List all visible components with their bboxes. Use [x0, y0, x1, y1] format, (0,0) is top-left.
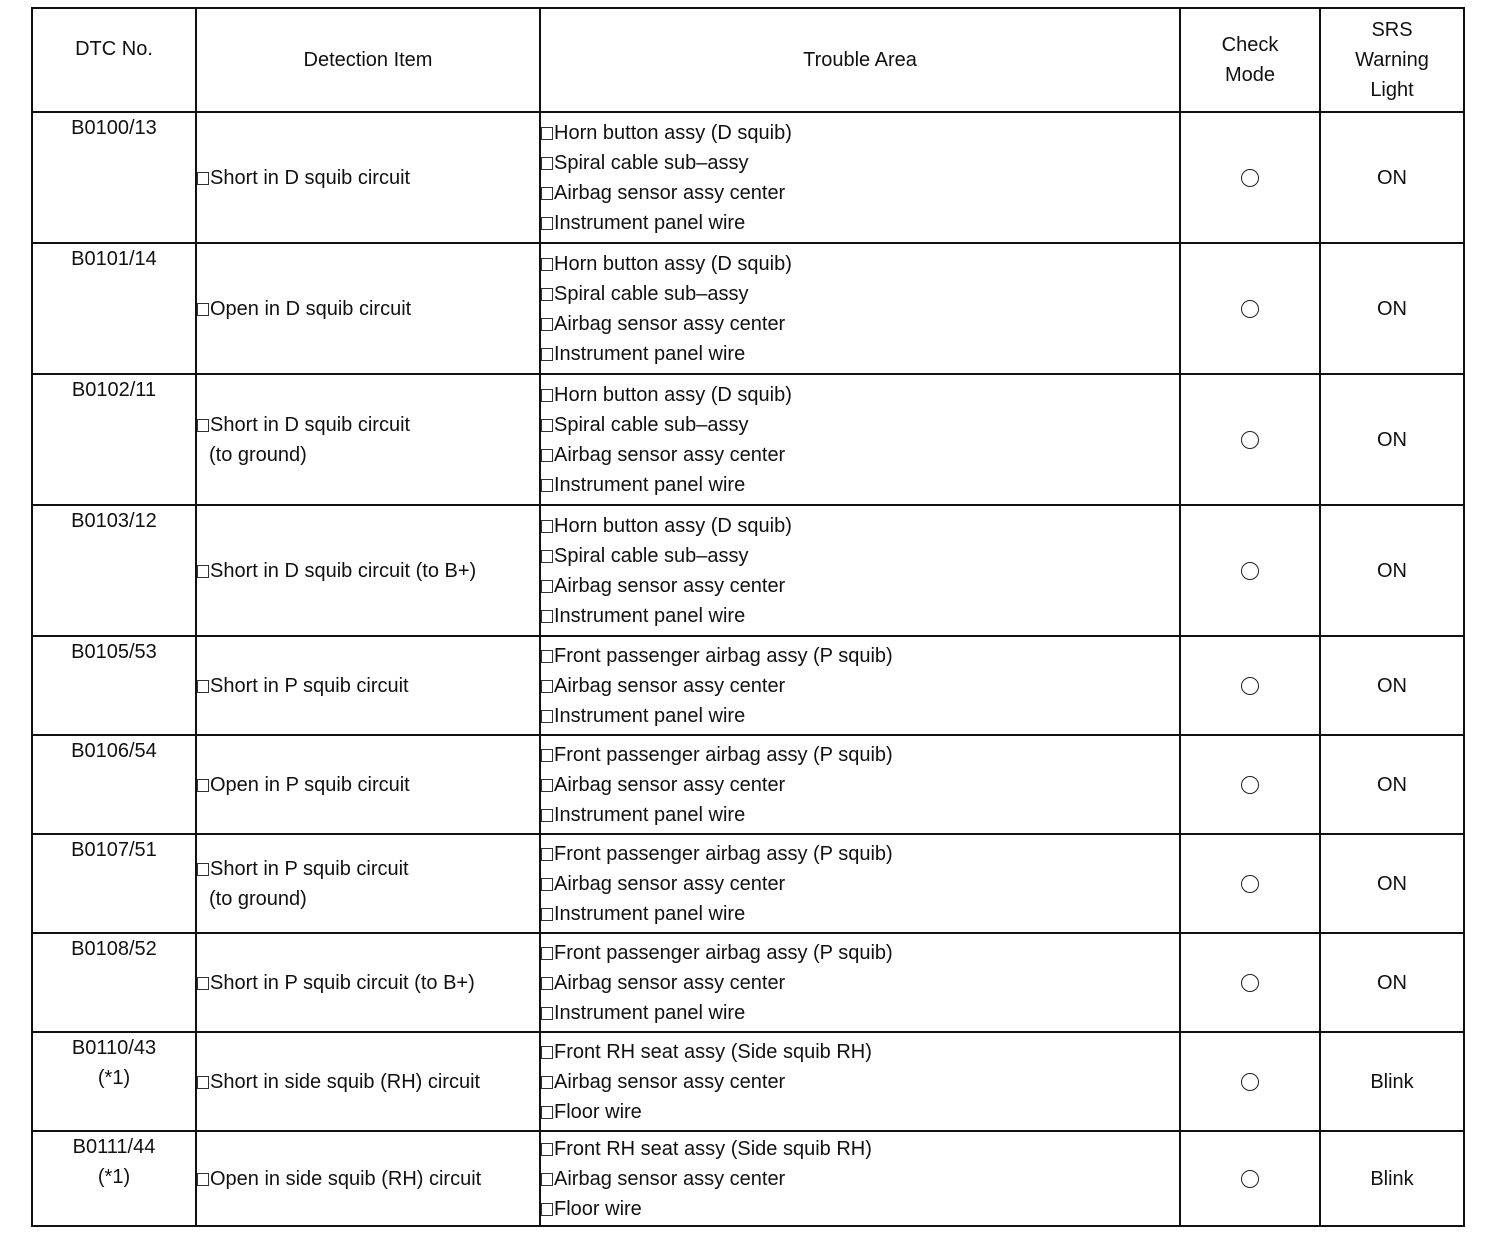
- dtc-code: B0105/53: [71, 641, 157, 663]
- trouble-area-item: [541, 740, 1179, 770]
- header-check-mode: Check Mode: [1180, 8, 1320, 112]
- table-row: [32, 636, 1464, 735]
- checkbox-icon: [541, 749, 553, 762]
- warning-light-cell: ON: [1320, 933, 1464, 1032]
- check-mode-circle-icon: [1241, 974, 1259, 992]
- checkbox-icon: [541, 520, 553, 533]
- trouble-area-item: [541, 968, 1179, 998]
- warning-light-cell: ON: [1320, 834, 1464, 933]
- checkbox-icon: [197, 863, 209, 876]
- header-dtc-no: DTC No.: [32, 8, 196, 112]
- trouble-area-text: Instrument panel wire: [554, 803, 746, 826]
- check-mode-circle-icon: [1241, 300, 1259, 318]
- trouble-area-item: [541, 118, 1179, 148]
- trouble-area-item: [541, 641, 1179, 671]
- dtc-code: B0110/43: [71, 1037, 157, 1059]
- dtc-code: B0108/52: [71, 938, 157, 960]
- warning-light-cell: Blink: [1320, 1131, 1464, 1226]
- warning-light-cell: ON: [1320, 374, 1464, 505]
- trouble-area-item: [541, 899, 1179, 929]
- trouble-area-item: [541, 1067, 1179, 1097]
- checkbox-icon: [541, 217, 553, 230]
- trouble-area-text: Instrument panel wire: [554, 902, 746, 925]
- trouble-area-cell: [540, 374, 1180, 505]
- check-mode-circle-icon: [1241, 1170, 1259, 1188]
- checkbox-icon: [197, 172, 209, 185]
- checkbox-icon: [541, 848, 553, 861]
- dtc-number-cell: [32, 1032, 196, 1131]
- checkbox-icon: [541, 1203, 553, 1216]
- check-mode-cell: [1180, 374, 1320, 505]
- trouble-area-item: [541, 541, 1179, 571]
- trouble-area-text: Front RH seat assy (Side squib RH): [554, 1040, 872, 1063]
- detection-item-cell: [196, 1032, 540, 1131]
- trouble-area-item: [541, 1194, 1179, 1224]
- checkbox-icon: [541, 809, 553, 822]
- dtc-number-cell: [32, 735, 196, 834]
- dtc-number-cell: [32, 1131, 196, 1226]
- dtc-number-cell: [32, 374, 196, 505]
- trouble-area-item: [541, 800, 1179, 830]
- trouble-area-text: Instrument panel wire: [554, 704, 746, 727]
- trouble-area-text: Front passenger airbag assy (P squib): [554, 644, 893, 667]
- check-mode-cell: [1180, 933, 1320, 1032]
- table-row: [32, 1131, 1464, 1226]
- trouble-area-text: Spiral cable sub–assy: [554, 413, 749, 436]
- checkbox-icon: [197, 779, 209, 792]
- header-row: [32, 8, 1464, 112]
- trouble-area-text: Instrument panel wire: [554, 1001, 746, 1024]
- trouble-area-item: [541, 148, 1179, 178]
- detection-item-text: Short in P squib circuit (to B+): [210, 971, 475, 994]
- dtc-table: [31, 7, 1465, 1227]
- checkbox-icon: [541, 550, 553, 563]
- trouble-area-item: [541, 839, 1179, 869]
- detection-item-text: Open in side squib (RH) circuit: [210, 1167, 482, 1190]
- trouble-area-cell: [540, 1032, 1180, 1131]
- dtc-code: B0111/44: [72, 1136, 156, 1158]
- table-body: [32, 112, 1464, 1226]
- detection-item-cell: [196, 735, 540, 834]
- detection-item-text: Short in side squib (RH) circuit: [210, 1070, 481, 1093]
- trouble-area-text: Horn button assy (D squib): [554, 514, 792, 537]
- trouble-area-text: Horn button assy (D squib): [554, 383, 792, 406]
- checkbox-icon: [541, 258, 553, 271]
- checkbox-icon: [541, 1076, 553, 1089]
- dtc-number-cell: [32, 243, 196, 374]
- trouble-area-item: [541, 249, 1179, 279]
- checkbox-icon: [541, 908, 553, 921]
- trouble-area-item: [541, 380, 1179, 410]
- warning-light-cell: ON: [1320, 636, 1464, 735]
- check-mode-cell: [1180, 1032, 1320, 1131]
- detection-item-text: Short in D squib circuit (to B+): [210, 559, 477, 582]
- trouble-area-cell: [540, 834, 1180, 933]
- trouble-area-text: Instrument panel wire: [554, 473, 746, 496]
- detection-item-text: Short in D squib circuit: [210, 413, 411, 436]
- trouble-area-item: [541, 339, 1179, 369]
- dtc-number-cell: [32, 505, 196, 636]
- checkbox-icon: [541, 127, 553, 140]
- trouble-area-cell: [540, 636, 1180, 735]
- checkbox-icon: [197, 303, 209, 316]
- trouble-area-text: Airbag sensor assy center: [554, 312, 786, 335]
- warning-light-cell: ON: [1320, 735, 1464, 834]
- trouble-area-text: Airbag sensor assy center: [554, 181, 786, 204]
- checkbox-icon: [541, 318, 553, 331]
- table-row: [32, 735, 1464, 834]
- trouble-area-text: Airbag sensor assy center: [554, 773, 786, 796]
- warning-light-cell: Blink: [1320, 1032, 1464, 1131]
- dtc-number-cell: [32, 112, 196, 243]
- trouble-area-item: [541, 770, 1179, 800]
- checkbox-icon: [541, 580, 553, 593]
- trouble-area-item: [541, 571, 1179, 601]
- checkbox-icon: [541, 878, 553, 891]
- detection-item-cell: [196, 112, 540, 243]
- checkbox-icon: [541, 1143, 553, 1156]
- checkbox-icon: [541, 389, 553, 402]
- checkbox-icon: [541, 947, 553, 960]
- checkbox-icon: [541, 710, 553, 723]
- dtc-number-cell: [32, 636, 196, 735]
- dtc-note: (*1): [97, 1067, 131, 1089]
- trouble-area-item: [541, 701, 1179, 731]
- table-row: [32, 1032, 1464, 1131]
- trouble-area-text: Airbag sensor assy center: [554, 1070, 786, 1093]
- trouble-area-text: Instrument panel wire: [554, 604, 746, 627]
- trouble-area-text: Spiral cable sub–assy: [554, 282, 749, 305]
- trouble-area-cell: [540, 505, 1180, 636]
- check-mode-circle-icon: [1241, 169, 1259, 187]
- checkbox-icon: [541, 288, 553, 301]
- detection-item-cell: [196, 933, 540, 1032]
- checkbox-icon: [541, 419, 553, 432]
- check-mode-cell: [1180, 112, 1320, 243]
- trouble-area-item: [541, 671, 1179, 701]
- trouble-area-item: [541, 1164, 1179, 1194]
- check-mode-circle-icon: [1241, 431, 1259, 449]
- checkbox-icon: [541, 680, 553, 693]
- checkbox-icon: [541, 449, 553, 462]
- trouble-area-cell: [540, 112, 1180, 243]
- table-row: [32, 112, 1464, 243]
- dtc-code: B0101/14: [71, 248, 157, 270]
- trouble-area-text: Floor wire: [554, 1197, 642, 1220]
- trouble-area-item: [541, 1134, 1179, 1164]
- check-mode-cell: [1180, 1131, 1320, 1226]
- trouble-area-cell: [540, 735, 1180, 834]
- trouble-area-text: Horn button assy (D squib): [554, 252, 792, 275]
- table-row: [32, 243, 1464, 374]
- checkbox-icon: [541, 779, 553, 792]
- check-mode-cell: [1180, 505, 1320, 636]
- trouble-area-text: Spiral cable sub–assy: [554, 151, 749, 174]
- trouble-area-text: Front passenger airbag assy (P squib): [554, 941, 893, 964]
- checkbox-icon: [197, 977, 209, 990]
- dtc-code: B0100/13: [71, 117, 157, 139]
- checkbox-icon: [541, 157, 553, 170]
- dtc-number-cell: [32, 834, 196, 933]
- warning-light-cell: ON: [1320, 112, 1464, 243]
- trouble-area-text: Front passenger airbag assy (P squib): [554, 743, 893, 766]
- dtc-note: (*1): [97, 1166, 131, 1188]
- trouble-area-text: Floor wire: [554, 1100, 642, 1123]
- trouble-area-text: Front RH seat assy (Side squib RH): [554, 1137, 872, 1160]
- checkbox-icon: [541, 348, 553, 361]
- table-row: [32, 505, 1464, 636]
- dtc-code: B0106/54: [71, 740, 157, 762]
- trouble-area-text: Front passenger airbag assy (P squib): [554, 842, 893, 865]
- trouble-area-text: Airbag sensor assy center: [554, 872, 786, 895]
- detection-item-text: Open in D squib circuit: [210, 297, 412, 320]
- detection-item-cell: [196, 636, 540, 735]
- checkbox-icon: [197, 1173, 209, 1186]
- checkbox-icon: [197, 1076, 209, 1089]
- trouble-area-item: [541, 178, 1179, 208]
- detection-item-text: Short in P squib circuit: [210, 857, 409, 880]
- check-mode-circle-icon: [1241, 776, 1259, 794]
- detection-item-cell: [196, 374, 540, 505]
- checkbox-icon: [541, 610, 553, 623]
- trouble-area-item: [541, 511, 1179, 541]
- check-mode-circle-icon: [1241, 562, 1259, 580]
- checkbox-icon: [541, 1106, 553, 1119]
- check-mode-cell: [1180, 636, 1320, 735]
- header-srs-warning-light: SRS Warning Light: [1320, 8, 1464, 112]
- checkbox-icon: [541, 977, 553, 990]
- trouble-area-item: [541, 998, 1179, 1028]
- trouble-area-text: Airbag sensor assy center: [554, 574, 786, 597]
- detection-item-text: Open in P squib circuit: [210, 773, 410, 796]
- warning-light-cell: ON: [1320, 243, 1464, 374]
- table-row: [32, 374, 1464, 505]
- trouble-area-item: [541, 1037, 1179, 1067]
- trouble-area-item: [541, 410, 1179, 440]
- header-trouble-area: Trouble Area: [540, 8, 1180, 112]
- trouble-area-cell: [540, 933, 1180, 1032]
- checkbox-icon: [541, 1007, 553, 1020]
- check-mode-cell: [1180, 735, 1320, 834]
- trouble-area-item: [541, 938, 1179, 968]
- detection-item-cell: [196, 834, 540, 933]
- check-mode-circle-icon: [1241, 875, 1259, 893]
- checkbox-icon: [197, 680, 209, 693]
- trouble-area-item: [541, 208, 1179, 238]
- trouble-area-cell: [540, 243, 1180, 374]
- table-row: [32, 834, 1464, 933]
- detection-item-cell: [196, 243, 540, 374]
- warning-light-cell: ON: [1320, 505, 1464, 636]
- trouble-area-item: [541, 869, 1179, 899]
- trouble-area-text: Airbag sensor assy center: [554, 443, 786, 466]
- trouble-area-item: [541, 470, 1179, 500]
- detection-item-continuation: (to ground): [209, 887, 307, 910]
- dtc-code: B0107/51: [71, 839, 157, 861]
- checkbox-icon: [541, 1046, 553, 1059]
- trouble-area-cell: [540, 1131, 1180, 1226]
- dtc-number-cell: [32, 933, 196, 1032]
- header-detection-item: Detection Item: [196, 8, 540, 112]
- check-mode-circle-icon: [1241, 1073, 1259, 1091]
- detection-item-continuation: (to ground): [209, 443, 307, 466]
- trouble-area-item: [541, 279, 1179, 309]
- trouble-area-text: Instrument panel wire: [554, 211, 746, 234]
- trouble-area-text: Airbag sensor assy center: [554, 674, 786, 697]
- checkbox-icon: [197, 565, 209, 578]
- trouble-area-text: Spiral cable sub–assy: [554, 544, 749, 567]
- dtc-code: B0102/11: [71, 379, 157, 401]
- check-mode-circle-icon: [1241, 677, 1259, 695]
- trouble-area-text: Horn button assy (D squib): [554, 121, 792, 144]
- checkbox-icon: [541, 650, 553, 663]
- trouble-area-item: [541, 1097, 1179, 1127]
- check-mode-cell: [1180, 243, 1320, 374]
- checkbox-icon: [541, 187, 553, 200]
- detection-item-cell: [196, 505, 540, 636]
- detection-item-cell: [196, 1131, 540, 1226]
- check-mode-cell: [1180, 834, 1320, 933]
- detection-item-text: Short in D squib circuit: [210, 166, 411, 189]
- table-row: [32, 933, 1464, 1032]
- trouble-area-text: Airbag sensor assy center: [554, 971, 786, 994]
- checkbox-icon: [197, 419, 209, 432]
- trouble-area-item: [541, 440, 1179, 470]
- trouble-area-item: [541, 309, 1179, 339]
- trouble-area-item: [541, 601, 1179, 631]
- detection-item-text: Short in P squib circuit: [210, 674, 409, 697]
- checkbox-icon: [541, 1173, 553, 1186]
- trouble-area-text: Instrument panel wire: [554, 342, 746, 365]
- checkbox-icon: [541, 479, 553, 492]
- dtc-code: B0103/12: [71, 510, 157, 532]
- trouble-area-text: Airbag sensor assy center: [554, 1167, 786, 1190]
